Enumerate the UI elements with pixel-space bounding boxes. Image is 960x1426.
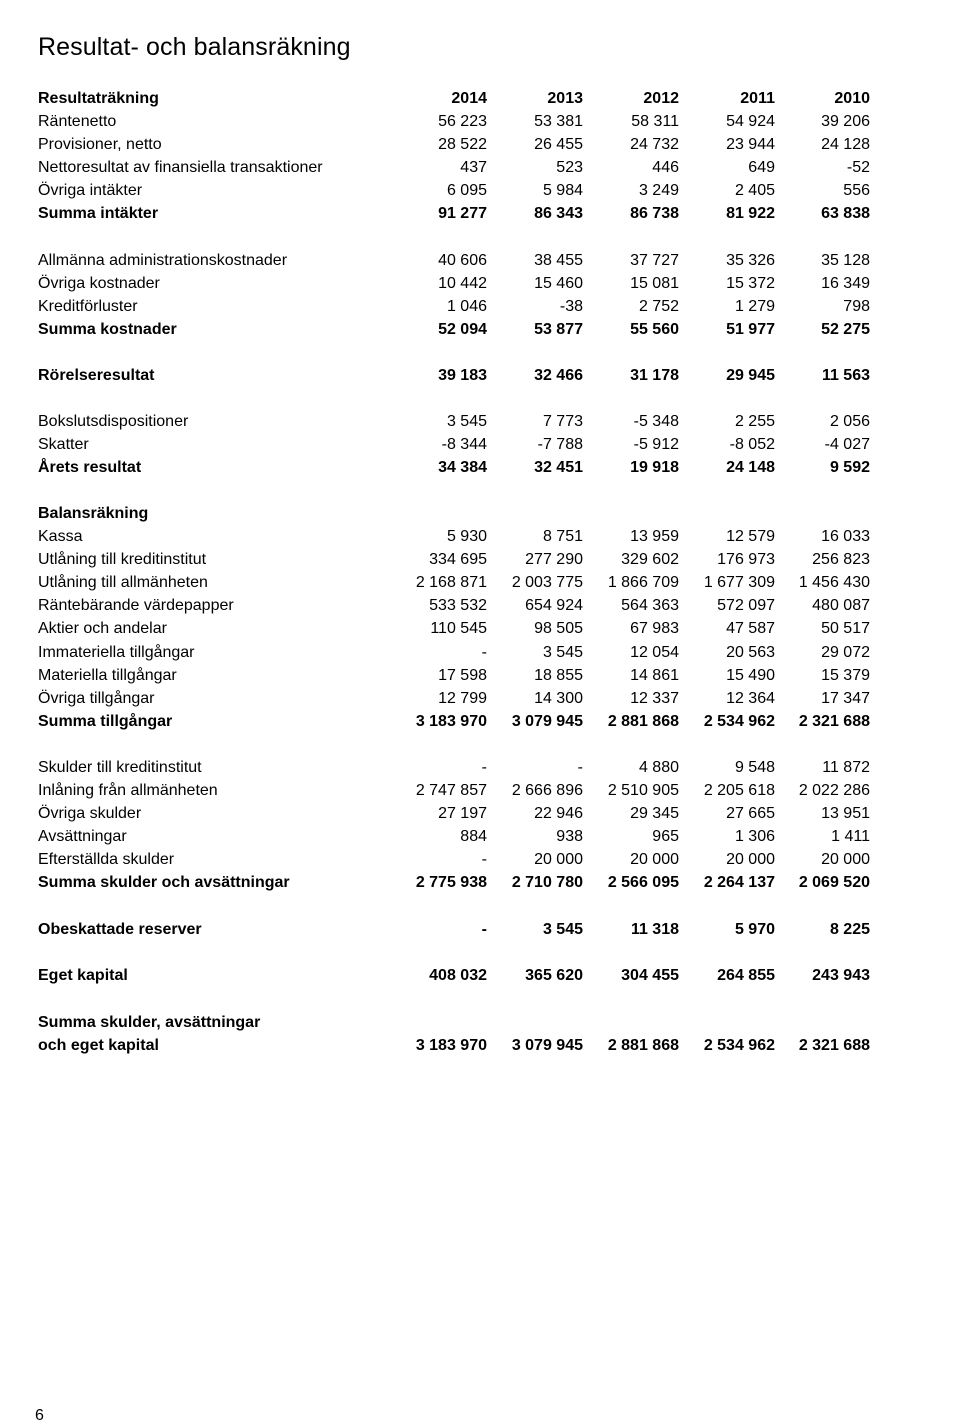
value-cell: 11 318: [630, 921, 679, 938]
value-cell: 3 079 945: [511, 1037, 583, 1054]
row-label: Övriga intäkter: [38, 182, 143, 199]
value-cell: -: [481, 644, 487, 661]
value-cell: 58 311: [631, 113, 679, 130]
value-cell: 3 249: [638, 182, 679, 199]
value-cell: 29 345: [630, 805, 679, 822]
row-label: Skatter: [38, 436, 89, 453]
value-cell: 5 970: [734, 921, 775, 938]
table-row: [0, 757, 960, 779]
value-cell: 20 000: [630, 851, 679, 868]
value-cell: 1 046: [446, 298, 487, 315]
value-cell: 53 877: [534, 321, 583, 338]
page-number: 6: [35, 1407, 44, 1424]
row-label: Immateriella tillgångar: [38, 644, 195, 661]
row-label: Materiella tillgångar: [38, 667, 177, 684]
value-cell: 2 205 618: [703, 782, 775, 799]
value-cell: -4 027: [824, 436, 870, 453]
row-label: Balansräkning: [38, 505, 149, 522]
value-cell: -8 344: [441, 436, 487, 453]
table-row: [0, 411, 960, 433]
table-row: [0, 111, 960, 133]
table-row: [0, 434, 960, 456]
value-cell: 15 379: [821, 667, 870, 684]
table-row: [0, 849, 960, 871]
row-label: Allmänna administrationskostnader: [38, 252, 288, 269]
table-row: [0, 965, 960, 987]
table-row: [0, 711, 960, 733]
value-cell: 52 094: [438, 321, 487, 338]
value-cell: 24 128: [821, 136, 870, 153]
value-cell: 38 455: [534, 252, 583, 269]
table-row: [0, 134, 960, 156]
table-row: [0, 595, 960, 617]
row-label: Summa tillgångar: [38, 713, 173, 730]
value-cell: 2 710 780: [511, 874, 583, 891]
table-row: [0, 642, 960, 664]
value-cell: -38: [559, 298, 583, 315]
value-cell: 564 363: [621, 597, 679, 614]
value-cell: 18 855: [534, 667, 583, 684]
value-cell: -: [481, 921, 487, 938]
value-cell: 3 183 970: [415, 1037, 487, 1054]
value-cell: 365 620: [525, 967, 583, 984]
value-cell: 63 838: [821, 205, 870, 222]
table-row: [0, 572, 960, 594]
value-cell: 264 855: [717, 967, 775, 984]
table-row: [0, 250, 960, 272]
value-cell: 572 097: [717, 597, 775, 614]
table-row: [0, 872, 960, 894]
table-row: [0, 803, 960, 825]
value-cell: 23 944: [726, 136, 775, 153]
value-cell: 20 000: [821, 851, 870, 868]
value-cell: 1 411: [831, 828, 870, 845]
year-header: 2011: [740, 90, 775, 107]
row-label: Summa intäkter: [38, 205, 159, 222]
row-label: Bokslutsdispositioner: [38, 413, 189, 430]
row-label: Summa skulder och avsättningar: [38, 874, 290, 891]
value-cell: 1 866 709: [607, 574, 679, 591]
table-row: [0, 688, 960, 710]
row-label: Kassa: [38, 528, 83, 545]
value-cell: 19 918: [630, 459, 679, 476]
table-row: [0, 919, 960, 941]
value-cell: 55 560: [630, 321, 679, 338]
row-label: Övriga kostnader: [38, 275, 160, 292]
value-cell: 24 732: [630, 136, 679, 153]
value-cell: 2 534 962: [703, 713, 775, 730]
row-label: Skulder till kreditinstitut: [38, 759, 202, 776]
value-cell: -5 912: [633, 436, 679, 453]
row-label: Räntenetto: [38, 113, 117, 130]
value-cell: 17 347: [821, 690, 870, 707]
row-label: Nettoresultat av finansiella transaktioner: [38, 159, 323, 176]
value-cell: 3 079 945: [511, 713, 583, 730]
value-cell: 446: [652, 159, 679, 176]
table-row: [0, 203, 960, 225]
value-cell: 15 372: [726, 275, 775, 292]
table-row: [0, 503, 960, 525]
value-cell: 9 548: [734, 759, 775, 776]
value-cell: 67 983: [630, 620, 679, 637]
value-cell: 3 545: [446, 413, 487, 430]
row-label: Provisioner, netto: [38, 136, 162, 153]
value-cell: 15 490: [726, 667, 775, 684]
value-cell: 20 563: [726, 644, 775, 661]
value-cell: 16 033: [821, 528, 870, 545]
value-cell: 2 056: [829, 413, 870, 430]
value-cell: 8 225: [829, 921, 870, 938]
value-cell: 556: [843, 182, 870, 199]
value-cell: 243 943: [812, 967, 870, 984]
value-cell: 884: [460, 828, 487, 845]
value-cell: 2 566 095: [607, 874, 679, 891]
table-row: [0, 319, 960, 341]
value-cell: 3 183 970: [415, 713, 487, 730]
value-cell: 3 545: [542, 644, 583, 661]
value-cell: 938: [556, 828, 583, 845]
value-cell: 2 752: [638, 298, 679, 315]
table-row: [0, 1012, 960, 1034]
value-cell: 12 337: [630, 690, 679, 707]
value-cell: 12 364: [726, 690, 775, 707]
year-header: 2010: [834, 90, 870, 107]
value-cell: 15 081: [630, 275, 679, 292]
header-label: Resultaträkning: [38, 90, 159, 107]
value-cell: 13 959: [630, 528, 679, 545]
value-cell: 91 277: [438, 205, 487, 222]
table-row: [0, 157, 960, 179]
value-cell: 7 773: [542, 413, 583, 430]
table-row: [0, 296, 960, 318]
value-cell: 480 087: [812, 597, 870, 614]
value-cell: 649: [748, 159, 775, 176]
value-cell: 2 264 137: [703, 874, 775, 891]
value-cell: 31 178: [630, 367, 679, 384]
value-cell: 22 946: [534, 805, 583, 822]
value-cell: 86 343: [534, 205, 583, 222]
value-cell: 2 255: [734, 413, 775, 430]
table-row: [0, 549, 960, 571]
value-cell: 9 592: [829, 459, 870, 476]
value-cell: 27 197: [438, 805, 487, 822]
table-header-row: [0, 88, 960, 110]
row-label: Årets resultat: [38, 459, 142, 476]
value-cell: 110 545: [430, 620, 487, 637]
value-cell: 11 872: [822, 759, 870, 776]
row-label: Avsättningar: [38, 828, 127, 845]
value-cell: 81 922: [726, 205, 775, 222]
value-cell: 13 951: [821, 805, 870, 822]
value-cell: 32 466: [534, 367, 583, 384]
value-cell: 1 306: [734, 828, 775, 845]
value-cell: 32 451: [534, 459, 583, 476]
value-cell: 2 321 688: [798, 1037, 870, 1054]
value-cell: 2 881 868: [607, 713, 679, 730]
value-cell: 35 326: [726, 252, 775, 269]
value-cell: 11 563: [821, 367, 870, 384]
value-cell: 2 069 520: [798, 874, 870, 891]
value-cell: 17 598: [438, 667, 487, 684]
value-cell: 654 924: [525, 597, 583, 614]
value-cell: 2 747 857: [415, 782, 487, 799]
value-cell: 27 665: [726, 805, 775, 822]
value-cell: 12 799: [438, 690, 487, 707]
row-label: Rörelseresultat: [38, 367, 155, 384]
value-cell: 329 602: [621, 551, 679, 568]
row-label: Summa kostnader: [38, 321, 177, 338]
value-cell: -52: [846, 159, 870, 176]
value-cell: 2 022 286: [798, 782, 870, 799]
value-cell: 29 072: [821, 644, 870, 661]
value-cell: 47 587: [726, 620, 775, 637]
value-cell: 523: [556, 159, 583, 176]
value-cell: 26 455: [534, 136, 583, 153]
value-cell: 39 206: [821, 113, 870, 130]
value-cell: 12 579: [726, 528, 775, 545]
value-cell: 965: [652, 828, 679, 845]
value-cell: 35 128: [821, 252, 870, 269]
value-cell: 2 321 688: [798, 713, 870, 730]
value-cell: 798: [843, 298, 870, 315]
value-cell: 5 984: [542, 182, 583, 199]
value-cell: 304 455: [621, 967, 679, 984]
value-cell: -: [577, 759, 583, 776]
year-header: 2013: [547, 90, 583, 107]
row-label: och eget kapital: [38, 1037, 159, 1054]
value-cell: 15 460: [534, 275, 583, 292]
value-cell: 334 695: [429, 551, 487, 568]
value-cell: -8 052: [729, 436, 775, 453]
row-label: Inlåning från allmänheten: [38, 782, 218, 799]
value-cell: 2 775 938: [415, 874, 487, 891]
value-cell: 2 534 962: [703, 1037, 775, 1054]
value-cell: 24 148: [726, 459, 775, 476]
table-row: [0, 365, 960, 387]
row-label: Summa skulder, avsättningar: [38, 1014, 261, 1031]
value-cell: -7 788: [537, 436, 583, 453]
row-label: Utlåning till kreditinstitut: [38, 551, 207, 568]
table-row: [0, 618, 960, 640]
table-row: [0, 780, 960, 802]
value-cell: -: [481, 759, 487, 776]
value-cell: 20 000: [534, 851, 583, 868]
value-cell: 20 000: [726, 851, 775, 868]
value-cell: 4 880: [638, 759, 679, 776]
row-label: Kreditförluster: [38, 298, 138, 315]
value-cell: 40 606: [438, 252, 487, 269]
value-cell: 408 032: [429, 967, 487, 984]
value-cell: 86 738: [630, 205, 679, 222]
year-header: 2014: [451, 90, 487, 107]
table-row: [0, 457, 960, 479]
value-cell: 14 861: [630, 667, 679, 684]
value-cell: 28 522: [438, 136, 487, 153]
table-row: [0, 1035, 960, 1057]
value-cell: 52 275: [821, 321, 870, 338]
value-cell: 1 456 430: [798, 574, 870, 591]
value-cell: 8 751: [542, 528, 583, 545]
table-row: [0, 665, 960, 687]
value-cell: 50 517: [821, 620, 870, 637]
value-cell: 16 349: [821, 275, 870, 292]
value-cell: 3 545: [542, 921, 583, 938]
value-cell: 533 532: [429, 597, 487, 614]
year-header: 2012: [643, 90, 679, 107]
value-cell: 5 930: [446, 528, 487, 545]
value-cell: 1 279: [734, 298, 775, 315]
value-cell: 37 727: [630, 252, 679, 269]
page-title: Resultat- och balansräkning: [38, 33, 351, 61]
value-cell: 53 381: [534, 113, 583, 130]
value-cell: 39 183: [438, 367, 487, 384]
value-cell: 54 924: [726, 113, 775, 130]
table-row: [0, 180, 960, 202]
value-cell: 256 823: [812, 551, 870, 568]
value-cell: -: [481, 851, 487, 868]
value-cell: 2 881 868: [607, 1037, 679, 1054]
value-cell: 2 168 871: [415, 574, 487, 591]
row-label: Aktier och andelar: [38, 620, 167, 637]
value-cell: 98 505: [534, 620, 583, 637]
value-cell: 2 510 905: [607, 782, 679, 799]
row-label: Övriga tillgångar: [38, 690, 155, 707]
value-cell: 6 095: [446, 182, 487, 199]
value-cell: 56 223: [438, 113, 487, 130]
row-label: Eget kapital: [38, 967, 128, 984]
value-cell: 10 442: [438, 275, 487, 292]
value-cell: 277 290: [525, 551, 583, 568]
table-row: [0, 826, 960, 848]
value-cell: 12 054: [630, 644, 679, 661]
value-cell: 2 405: [734, 182, 775, 199]
value-cell: 34 384: [438, 459, 487, 476]
value-cell: 51 977: [726, 321, 775, 338]
row-label: Utlåning till allmänheten: [38, 574, 208, 591]
value-cell: 2 666 896: [511, 782, 583, 799]
table-row: [0, 273, 960, 295]
value-cell: 14 300: [534, 690, 583, 707]
value-cell: 176 973: [717, 551, 775, 568]
row-label: Obeskattade reserver: [38, 921, 202, 938]
value-cell: 1 677 309: [703, 574, 775, 591]
value-cell: -5 348: [633, 413, 679, 430]
value-cell: 437: [460, 159, 487, 176]
table-row: [0, 526, 960, 548]
value-cell: 29 945: [726, 367, 775, 384]
row-label: Efterställda skulder: [38, 851, 175, 868]
value-cell: 2 003 775: [511, 574, 583, 591]
row-label: Räntebärande värdepapper: [38, 597, 234, 614]
row-label: Övriga skulder: [38, 805, 142, 822]
